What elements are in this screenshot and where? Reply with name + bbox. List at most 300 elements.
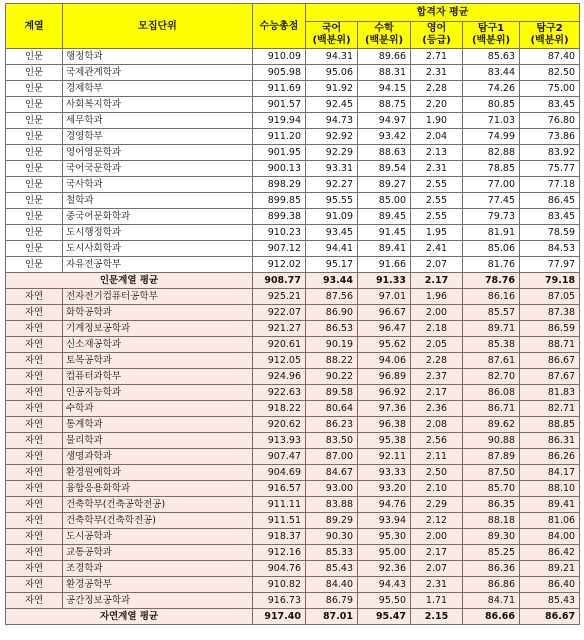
t2-cell: 82.71 xyxy=(520,401,580,417)
math-cell: 95.62 xyxy=(358,337,411,353)
header-subject-math: 수학 (백분위) xyxy=(358,22,411,49)
table-body xyxy=(6,49,580,625)
t2-cell: 84.53 xyxy=(520,241,580,257)
total-cell: 920.62 xyxy=(253,417,306,433)
header-group-title: 합격자 평균 xyxy=(306,4,580,22)
math-cell: 94.43 xyxy=(358,577,411,593)
t2-cell: 86.31 xyxy=(520,433,580,449)
t2-cell: 84.17 xyxy=(520,465,580,481)
math-cell: 94.97 xyxy=(358,113,411,129)
math-cell: 94.15 xyxy=(358,81,411,97)
eng-cell: 2.12 xyxy=(411,513,463,529)
eng-cell: 2.71 xyxy=(411,49,463,65)
math-cell: 92.36 xyxy=(358,561,411,577)
kor-cell: 91.92 xyxy=(306,81,358,97)
eng-cell: 2.07 xyxy=(411,561,463,577)
total-cell: 912.02 xyxy=(253,257,306,273)
average-t2-cell: 86.67 xyxy=(520,609,580,625)
average-row xyxy=(6,273,580,289)
t2-cell: 75.00 xyxy=(520,81,580,97)
average-row xyxy=(6,609,580,625)
t2-cell: 87.40 xyxy=(520,49,580,65)
unit-name-cell: 경영학부 xyxy=(63,129,253,145)
table-row xyxy=(6,305,580,321)
table-row xyxy=(6,449,580,465)
table-row xyxy=(6,289,580,305)
average-total-cell: 908.77 xyxy=(253,273,306,289)
category-cell: 인문 xyxy=(6,145,63,161)
t2-cell: 88.71 xyxy=(520,337,580,353)
unit-name-cell: 국어국문학과 xyxy=(63,161,253,177)
t1-cell: 82.88 xyxy=(463,145,520,161)
math-cell: 93.20 xyxy=(358,481,411,497)
eng-cell: 2.00 xyxy=(411,305,463,321)
header-subject-inquiry1: 탐구1 (백분위) xyxy=(463,22,520,49)
t1-cell: 89.30 xyxy=(463,529,520,545)
average-total-cell: 917.40 xyxy=(253,609,306,625)
total-cell: 918.37 xyxy=(253,529,306,545)
math-cell: 89.66 xyxy=(358,49,411,65)
t1-cell: 86.36 xyxy=(463,561,520,577)
table-row xyxy=(6,561,580,577)
total-cell: 899.85 xyxy=(253,193,306,209)
category-cell: 자연 xyxy=(6,449,63,465)
unit-name-cell: 건축학부(건축학전공) xyxy=(63,513,253,529)
average-kor-cell: 93.44 xyxy=(306,273,358,289)
table-row xyxy=(6,113,580,129)
math-cell: 97.36 xyxy=(358,401,411,417)
kor-cell: 94.41 xyxy=(306,241,358,257)
eng-cell: 2.50 xyxy=(411,465,463,481)
t2-cell: 75.77 xyxy=(520,161,580,177)
table-row xyxy=(6,481,580,497)
table-row xyxy=(6,545,580,561)
average-t1-cell: 78.76 xyxy=(463,273,520,289)
table-row xyxy=(6,401,580,417)
category-cell: 자연 xyxy=(6,513,63,529)
average-label: 인문계열 평균 xyxy=(6,273,253,289)
average-label: 자연계열 평균 xyxy=(6,609,253,625)
unit-name-cell: 자유전공학부 xyxy=(63,257,253,273)
average-math-cell: 91.33 xyxy=(358,273,411,289)
table-row xyxy=(6,257,580,273)
total-cell: 910.82 xyxy=(253,577,306,593)
eng-cell: 2.55 xyxy=(411,177,463,193)
eng-cell: 2.28 xyxy=(411,353,463,369)
kor-cell: 90.19 xyxy=(306,337,358,353)
t1-cell: 77.00 xyxy=(463,177,520,193)
total-cell: 904.76 xyxy=(253,561,306,577)
t2-cell: 86.45 xyxy=(520,193,580,209)
category-cell: 자연 xyxy=(6,561,63,577)
kor-cell: 87.56 xyxy=(306,289,358,305)
eng-cell: 2.18 xyxy=(411,321,463,337)
header-subject-english: 영어 (등급) xyxy=(411,22,463,49)
unit-name-cell: 철학과 xyxy=(63,193,253,209)
total-cell: 900.13 xyxy=(253,161,306,177)
math-cell: 95.00 xyxy=(358,545,411,561)
table-row xyxy=(6,417,580,433)
t1-cell: 82.70 xyxy=(463,369,520,385)
eng-cell: 2.41 xyxy=(411,241,463,257)
category-cell: 인문 xyxy=(6,225,63,241)
kor-cell: 86.79 xyxy=(306,593,358,609)
math-cell: 94.76 xyxy=(358,497,411,513)
math-cell: 91.66 xyxy=(358,257,411,273)
kor-cell: 85.33 xyxy=(306,545,358,561)
total-cell: 911.20 xyxy=(253,129,306,145)
total-cell: 898.29 xyxy=(253,177,306,193)
t1-cell: 90.88 xyxy=(463,433,520,449)
t2-cell: 78.59 xyxy=(520,225,580,241)
table-row xyxy=(6,593,580,609)
total-cell: 904.69 xyxy=(253,465,306,481)
t2-cell: 86.26 xyxy=(520,449,580,465)
t2-cell: 88.85 xyxy=(520,417,580,433)
t2-cell: 85.43 xyxy=(520,593,580,609)
table-row xyxy=(6,49,580,65)
t2-cell: 83.45 xyxy=(520,209,580,225)
math-cell: 89.27 xyxy=(358,177,411,193)
t2-cell: 76.80 xyxy=(520,113,580,129)
unit-name-cell: 화학공학과 xyxy=(63,305,253,321)
math-cell: 94.06 xyxy=(358,353,411,369)
table-row xyxy=(6,529,580,545)
kor-cell: 80.64 xyxy=(306,401,358,417)
t1-cell: 86.08 xyxy=(463,385,520,401)
category-cell: 자연 xyxy=(6,353,63,369)
total-cell: 918.22 xyxy=(253,401,306,417)
category-cell: 자연 xyxy=(6,497,63,513)
kor-cell: 92.45 xyxy=(306,97,358,113)
t1-cell: 86.86 xyxy=(463,577,520,593)
table-row xyxy=(6,497,580,513)
category-cell: 자연 xyxy=(6,481,63,497)
category-cell: 인문 xyxy=(6,129,63,145)
unit-name-cell: 물리학과 xyxy=(63,433,253,449)
t1-cell: 86.35 xyxy=(463,497,520,513)
unit-name-cell: 행정학과 xyxy=(63,49,253,65)
total-cell: 901.57 xyxy=(253,97,306,113)
total-cell: 921.27 xyxy=(253,321,306,337)
t1-cell: 86.71 xyxy=(463,401,520,417)
eng-cell: 1.71 xyxy=(411,593,463,609)
total-cell: 922.07 xyxy=(253,305,306,321)
t2-cell: 73.86 xyxy=(520,129,580,145)
t2-cell: 86.40 xyxy=(520,577,580,593)
math-cell: 93.42 xyxy=(358,129,411,145)
header-subject-inquiry2: 탐구2 (백분위) xyxy=(520,22,580,49)
kor-cell: 93.00 xyxy=(306,481,358,497)
eng-cell: 2.10 xyxy=(411,481,463,497)
category-cell: 자연 xyxy=(6,321,63,337)
table-row xyxy=(6,577,580,593)
unit-name-cell: 영어영문학과 xyxy=(63,145,253,161)
unit-name-cell: 국사학과 xyxy=(63,177,253,193)
eng-cell: 2.04 xyxy=(411,129,463,145)
eng-cell: 2.29 xyxy=(411,497,463,513)
category-cell: 인문 xyxy=(6,97,63,113)
total-cell: 925.21 xyxy=(253,289,306,305)
eng-cell: 2.11 xyxy=(411,449,463,465)
unit-name-cell: 통계학과 xyxy=(63,417,253,433)
math-cell: 95.50 xyxy=(358,593,411,609)
total-cell: 924.96 xyxy=(253,369,306,385)
t2-cell: 81.83 xyxy=(520,385,580,401)
table-row xyxy=(6,145,580,161)
kor-cell: 95.17 xyxy=(306,257,358,273)
unit-name-cell: 인공지능학과 xyxy=(63,385,253,401)
table-row xyxy=(6,369,580,385)
kor-cell: 85.43 xyxy=(306,561,358,577)
table-row xyxy=(6,337,580,353)
table-row xyxy=(6,465,580,481)
table-row xyxy=(6,81,580,97)
t2-cell: 77.18 xyxy=(520,177,580,193)
t1-cell: 85.25 xyxy=(463,545,520,561)
unit-name-cell: 건축학부(건축공학전공) xyxy=(63,497,253,513)
table-row xyxy=(6,385,580,401)
kor-cell: 94.73 xyxy=(306,113,358,129)
category-cell: 자연 xyxy=(6,401,63,417)
eng-cell: 2.07 xyxy=(411,257,463,273)
unit-name-cell: 컴퓨터과학부 xyxy=(63,369,253,385)
unit-name-cell: 환경공학부 xyxy=(63,577,253,593)
table-row xyxy=(6,193,580,209)
kor-cell: 88.22 xyxy=(306,353,358,369)
table-row xyxy=(6,321,580,337)
kor-cell: 94.31 xyxy=(306,49,358,65)
kor-cell: 92.92 xyxy=(306,129,358,145)
unit-name-cell: 국제관계학과 xyxy=(63,65,253,81)
math-cell: 96.47 xyxy=(358,321,411,337)
average-t1-cell: 86.66 xyxy=(463,609,520,625)
category-cell: 인문 xyxy=(6,177,63,193)
eng-cell: 2.55 xyxy=(411,209,463,225)
kor-cell: 90.22 xyxy=(306,369,358,385)
eng-cell: 2.36 xyxy=(411,401,463,417)
table-row xyxy=(6,433,580,449)
t1-cell: 79.73 xyxy=(463,209,520,225)
category-cell: 자연 xyxy=(6,385,63,401)
category-cell: 자연 xyxy=(6,417,63,433)
total-cell: 913.93 xyxy=(253,433,306,449)
kor-cell: 84.40 xyxy=(306,577,358,593)
t2-cell: 87.05 xyxy=(520,289,580,305)
t1-cell: 83.44 xyxy=(463,65,520,81)
total-cell: 920.61 xyxy=(253,337,306,353)
math-cell: 85.00 xyxy=(358,193,411,209)
t1-cell: 85.57 xyxy=(463,305,520,321)
math-cell: 88.31 xyxy=(358,65,411,81)
math-cell: 95.38 xyxy=(358,433,411,449)
total-cell: 901.95 xyxy=(253,145,306,161)
t2-cell: 82.50 xyxy=(520,65,580,81)
unit-name-cell: 전자전기컴퓨터공학부 xyxy=(63,289,253,305)
eng-cell: 2.37 xyxy=(411,369,463,385)
t2-cell: 89.41 xyxy=(520,497,580,513)
header-category: 계열 xyxy=(6,4,63,49)
math-cell: 89.54 xyxy=(358,161,411,177)
t1-cell: 85.06 xyxy=(463,241,520,257)
category-cell: 자연 xyxy=(6,337,63,353)
kor-cell: 83.50 xyxy=(306,433,358,449)
kor-cell: 93.31 xyxy=(306,161,358,177)
total-cell: 910.23 xyxy=(253,225,306,241)
t1-cell: 86.16 xyxy=(463,289,520,305)
math-cell: 96.67 xyxy=(358,305,411,321)
admission-results-table xyxy=(5,3,580,625)
kor-cell: 92.29 xyxy=(306,145,358,161)
kor-cell: 86.53 xyxy=(306,321,358,337)
t1-cell: 74.99 xyxy=(463,129,520,145)
math-cell: 89.45 xyxy=(358,209,411,225)
eng-cell: 2.55 xyxy=(411,193,463,209)
t2-cell: 87.38 xyxy=(520,305,580,321)
unit-name-cell: 세무학과 xyxy=(63,113,253,129)
total-cell: 912.05 xyxy=(253,353,306,369)
t1-cell: 85.70 xyxy=(463,481,520,497)
math-cell: 89.41 xyxy=(358,241,411,257)
table-row xyxy=(6,65,580,81)
kor-cell: 95.55 xyxy=(306,193,358,209)
eng-cell: 2.00 xyxy=(411,529,463,545)
unit-name-cell: 생명과학과 xyxy=(63,449,253,465)
kor-cell: 89.58 xyxy=(306,385,358,401)
kor-cell: 83.88 xyxy=(306,497,358,513)
kor-cell: 93.45 xyxy=(306,225,358,241)
t2-cell: 88.10 xyxy=(520,481,580,497)
math-cell: 96.89 xyxy=(358,369,411,385)
kor-cell: 86.23 xyxy=(306,417,358,433)
table-row xyxy=(6,161,580,177)
kor-cell: 86.90 xyxy=(306,305,358,321)
category-cell: 자연 xyxy=(6,369,63,385)
t1-cell: 88.18 xyxy=(463,513,520,529)
t2-cell: 86.59 xyxy=(520,321,580,337)
table-row xyxy=(6,177,580,193)
eng-cell: 1.95 xyxy=(411,225,463,241)
math-cell: 88.75 xyxy=(358,97,411,113)
math-cell: 95.30 xyxy=(358,529,411,545)
header-total: 수능총점 xyxy=(253,4,306,49)
t2-cell: 84.00 xyxy=(520,529,580,545)
category-cell: 인문 xyxy=(6,257,63,273)
unit-name-cell: 사회복지학과 xyxy=(63,97,253,113)
category-cell: 인문 xyxy=(6,193,63,209)
category-cell: 인문 xyxy=(6,65,63,81)
category-cell: 자연 xyxy=(6,577,63,593)
t2-cell: 86.42 xyxy=(520,545,580,561)
kor-cell: 95.06 xyxy=(306,65,358,81)
average-math-cell: 95.47 xyxy=(358,609,411,625)
unit-name-cell: 토목공학과 xyxy=(63,353,253,369)
math-cell: 92.11 xyxy=(358,449,411,465)
total-cell: 910.09 xyxy=(253,49,306,65)
unit-name-cell: 수학과 xyxy=(63,401,253,417)
t2-cell: 83.45 xyxy=(520,97,580,113)
math-cell: 91.45 xyxy=(358,225,411,241)
unit-name-cell: 융합응용화학과 xyxy=(63,481,253,497)
t1-cell: 84.71 xyxy=(463,593,520,609)
unit-name-cell: 도시공학과 xyxy=(63,529,253,545)
eng-cell: 1.90 xyxy=(411,113,463,129)
total-cell: 911.51 xyxy=(253,513,306,529)
math-cell: 96.38 xyxy=(358,417,411,433)
math-cell: 93.33 xyxy=(358,465,411,481)
t2-cell: 81.06 xyxy=(520,513,580,529)
total-cell: 907.47 xyxy=(253,449,306,465)
t1-cell: 74.26 xyxy=(463,81,520,97)
total-cell: 922.63 xyxy=(253,385,306,401)
unit-name-cell: 신소재공학과 xyxy=(63,337,253,353)
t1-cell: 85.38 xyxy=(463,337,520,353)
total-cell: 912.16 xyxy=(253,545,306,561)
category-cell: 자연 xyxy=(6,545,63,561)
category-cell: 자연 xyxy=(6,433,63,449)
t1-cell: 71.03 xyxy=(463,113,520,129)
math-cell: 97.01 xyxy=(358,289,411,305)
t2-cell: 89.21 xyxy=(520,561,580,577)
eng-cell: 2.28 xyxy=(411,81,463,97)
category-cell: 인문 xyxy=(6,113,63,129)
unit-name-cell: 환경원예학과 xyxy=(63,465,253,481)
header-unit: 모집단위 xyxy=(63,4,253,49)
kor-cell: 87.00 xyxy=(306,449,358,465)
unit-name-cell: 경제학부 xyxy=(63,81,253,97)
math-cell: 96.92 xyxy=(358,385,411,401)
eng-cell: 2.31 xyxy=(411,577,463,593)
category-cell: 자연 xyxy=(6,465,63,481)
unit-name-cell: 기계정보공학과 xyxy=(63,321,253,337)
unit-name-cell: 조경학과 xyxy=(63,561,253,577)
t2-cell: 86.67 xyxy=(520,353,580,369)
category-cell: 인문 xyxy=(6,49,63,65)
eng-cell: 2.05 xyxy=(411,337,463,353)
eng-cell: 2.20 xyxy=(411,97,463,113)
eng-cell: 2.13 xyxy=(411,145,463,161)
category-cell: 자연 xyxy=(6,305,63,321)
unit-name-cell: 도시사회학과 xyxy=(63,241,253,257)
t1-cell: 87.89 xyxy=(463,449,520,465)
category-cell: 자연 xyxy=(6,593,63,609)
eng-cell: 2.56 xyxy=(411,433,463,449)
category-cell: 인문 xyxy=(6,81,63,97)
kor-cell: 90.30 xyxy=(306,529,358,545)
t1-cell: 77.45 xyxy=(463,193,520,209)
category-cell: 인문 xyxy=(6,161,63,177)
eng-cell: 2.31 xyxy=(411,161,463,177)
table-row xyxy=(6,129,580,145)
category-cell: 인문 xyxy=(6,241,63,257)
kor-cell: 84.67 xyxy=(306,465,358,481)
average-t2-cell: 79.18 xyxy=(520,273,580,289)
table-row xyxy=(6,209,580,225)
t1-cell: 89.71 xyxy=(463,321,520,337)
unit-name-cell: 공간정보공학과 xyxy=(63,593,253,609)
t2-cell: 77.97 xyxy=(520,257,580,273)
total-cell: 916.57 xyxy=(253,481,306,497)
table-row xyxy=(6,97,580,113)
total-cell: 911.11 xyxy=(253,497,306,513)
total-cell: 919.94 xyxy=(253,113,306,129)
header-subject-korean: 국어 (백분위) xyxy=(306,22,358,49)
category-cell: 자연 xyxy=(6,529,63,545)
t1-cell: 87.61 xyxy=(463,353,520,369)
math-cell: 88.63 xyxy=(358,145,411,161)
eng-cell: 2.31 xyxy=(411,65,463,81)
total-cell: 899.38 xyxy=(253,209,306,225)
